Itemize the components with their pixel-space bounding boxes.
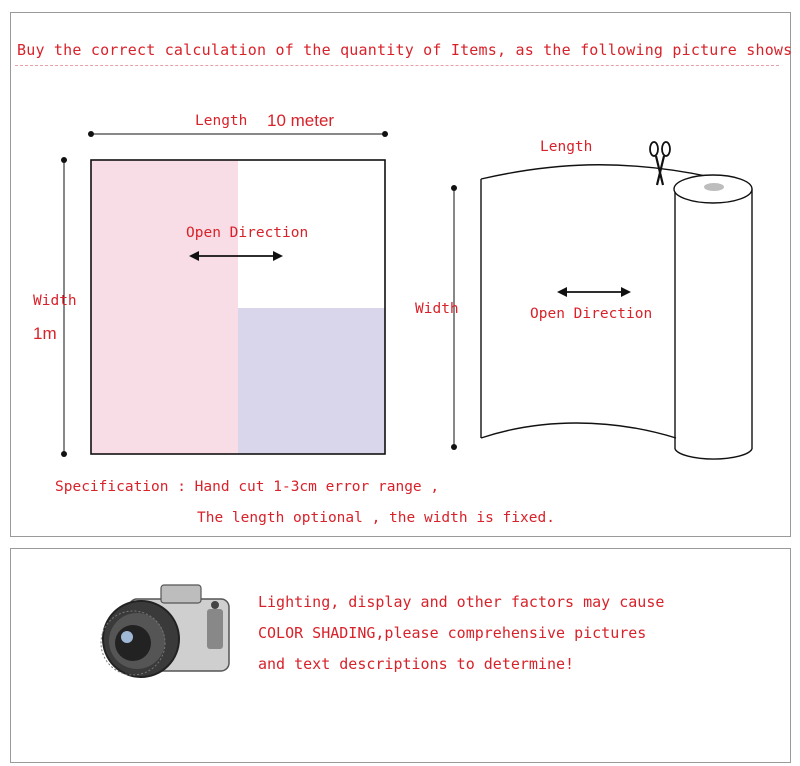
panel-heading: Buy the correct calculation of the quantity of Items, as the following picture shows bbox=[17, 41, 793, 59]
notice-line-3: and text descriptions to determine! bbox=[258, 655, 575, 673]
sheet-width-label: Width bbox=[33, 293, 77, 309]
sheet-length-value: 10 meter bbox=[267, 111, 335, 130]
roll-open-direction-label: Open Direction bbox=[530, 306, 653, 322]
sheet-open-direction-label: Open Direction bbox=[186, 225, 309, 241]
sheet-length-dimension bbox=[88, 131, 388, 137]
length-note-text: The length optional , the width is fixed. bbox=[197, 510, 555, 526]
roll-width-dimension bbox=[451, 185, 457, 450]
sheet-length-label: Length bbox=[195, 113, 248, 129]
size-guide-panel bbox=[10, 12, 791, 537]
diagram-graphics bbox=[11, 13, 793, 536]
color-notice-panel bbox=[10, 548, 791, 763]
notice-line-2: COLOR SHADING,please comprehensive pictures bbox=[258, 624, 647, 642]
roll-length-label: Length bbox=[540, 139, 593, 155]
camera-icon bbox=[11, 549, 251, 762]
roll-width-label: Width bbox=[415, 301, 459, 317]
notice-line-1: Lighting, display and other factors may cause bbox=[258, 593, 665, 611]
specification-text: Specification : Hand cut 1-3cm error range , bbox=[55, 479, 440, 495]
double-arrow-icon bbox=[557, 287, 631, 297]
sheet-rectangle bbox=[91, 160, 385, 454]
sheet-width-value: 1m bbox=[33, 324, 57, 343]
scissors-icon bbox=[650, 142, 670, 185]
